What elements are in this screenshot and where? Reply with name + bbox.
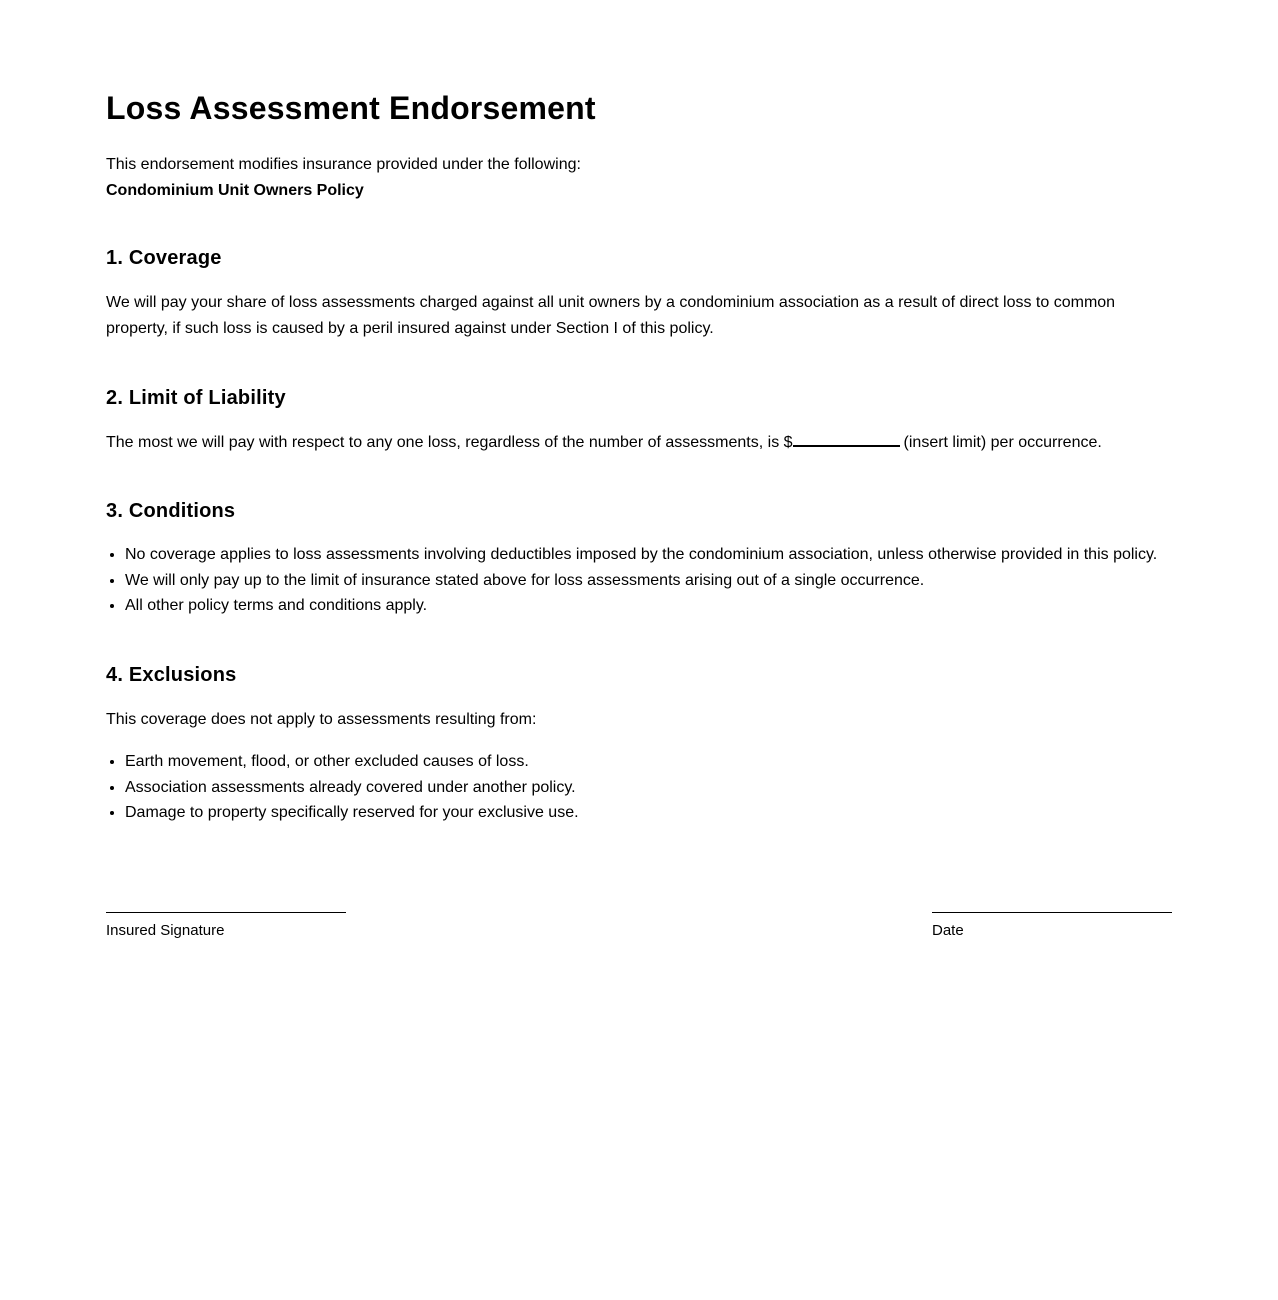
date-signature-block <box>932 912 1172 940</box>
insured-signature-block <box>106 912 346 940</box>
document-intro <box>106 152 581 204</box>
list-item: • All other policy terms and conditions apply. <box>125 593 1172 619</box>
section-conditions <box>106 499 1172 619</box>
insured-signature-label: Insured Signature <box>106 922 225 939</box>
section-body: We will pay your share of loss assessments charged against all unit owners by a condominium association as a result of direct loss to common property, if such loss is caused by a peril insured against under Section I of this policy. <box>106 294 1116 337</box>
section-limit-of-liability <box>106 386 1172 456</box>
date-line[interactable] <box>932 912 1172 913</box>
limit-text-after: (insert limit) per occurrence. <box>903 434 1102 451</box>
exclusions-list <box>106 749 1172 826</box>
list-item: • Association assessments already covered under another policy. <box>125 775 1172 801</box>
limit-text-before: The most we will pay with respect to any one loss, regardless of the number of assessments, is $ <box>106 434 793 451</box>
date-label: Date <box>932 922 964 939</box>
section-intro: This coverage does not apply to assessments resulting from: <box>106 711 537 728</box>
list-item: • No coverage applies to loss assessments involving deductibles imposed by the condominium association, unless otherwise provided in this policy. <box>125 542 1172 568</box>
section-heading: 2. Limit of Liability <box>106 387 286 409</box>
list-item: • Damage to property specifically reserved for your exclusive use. <box>125 800 1172 826</box>
section-heading: 3. Conditions <box>106 500 236 522</box>
intro-text: This endorsement modifies insurance provided under the following: <box>106 156 581 173</box>
policy-name: Condominium Unit Owners Policy <box>106 182 364 199</box>
section-heading: 1. Coverage <box>106 247 222 269</box>
section-exclusions <box>106 663 1172 826</box>
section-heading: 4. Exclusions <box>106 664 237 686</box>
insured-signature-line[interactable] <box>106 912 346 913</box>
section-coverage <box>106 246 1172 342</box>
document-title: Loss Assessment Endorsement <box>106 90 596 126</box>
section-body <box>106 430 1172 456</box>
limit-amount-blank[interactable] <box>793 431 900 447</box>
list-item: • Earth movement, flood, or other excluded causes of loss. <box>125 749 1172 775</box>
list-item: • We will only pay up to the limit of insurance stated above for loss assessments arising out of a single occurrence. <box>125 568 1172 594</box>
conditions-list <box>106 542 1172 619</box>
